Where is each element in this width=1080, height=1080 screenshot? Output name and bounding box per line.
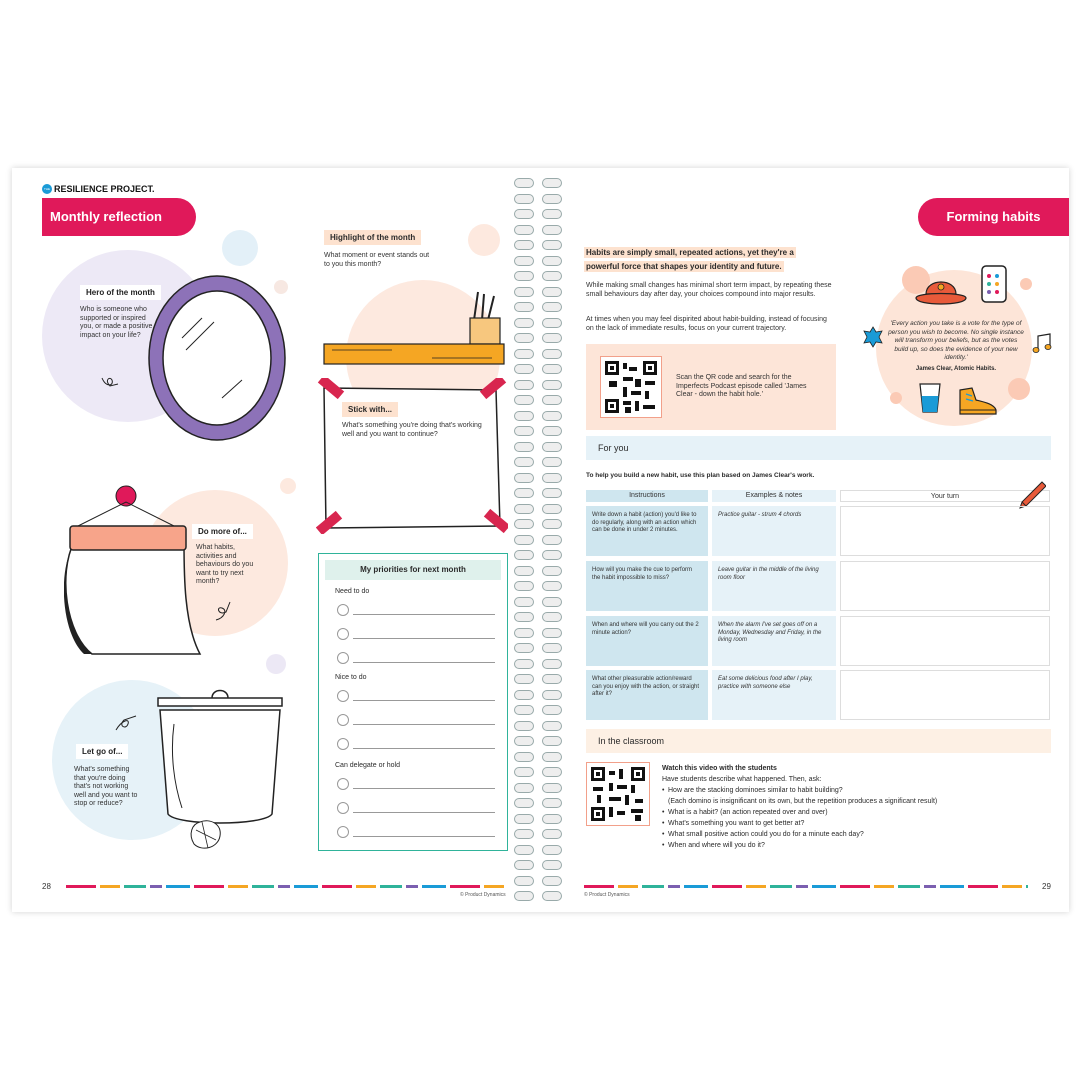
stick-title: Stick with... bbox=[342, 402, 398, 417]
page-number-right: 29 bbox=[1042, 882, 1051, 891]
decor-circle bbox=[266, 654, 286, 674]
bucket-hat-icon bbox=[914, 274, 968, 310]
copyright-left: © Product Dynamics bbox=[460, 892, 506, 898]
copyright-right: © Product Dynamics bbox=[584, 892, 630, 898]
logo-badge: THE bbox=[42, 184, 52, 194]
intro-bold bbox=[584, 246, 800, 274]
ask-text: Have students describe what happened. Then, ask: bbox=[662, 776, 822, 783]
table-cell-your-turn[interactable] bbox=[840, 670, 1050, 720]
spiral-coil bbox=[514, 876, 562, 884]
table-cell-example: Practice guitar - strum 4 chords bbox=[712, 506, 836, 556]
star-face-icon bbox=[862, 326, 884, 348]
priority-item[interactable] bbox=[337, 652, 497, 664]
priorities-section-nice: Nice to do bbox=[335, 674, 367, 681]
priority-item[interactable] bbox=[337, 738, 497, 750]
spiral-coil bbox=[514, 860, 562, 868]
spiral-coil bbox=[514, 845, 562, 853]
spiral-coil bbox=[514, 225, 562, 233]
table-cell-your-turn[interactable] bbox=[840, 616, 1050, 666]
spiral-coil bbox=[514, 209, 562, 217]
spiral-coil bbox=[514, 752, 562, 760]
table-header-instructions: Instructions bbox=[586, 490, 708, 502]
qr-code-icon bbox=[605, 361, 657, 413]
qr-code-podcast[interactable] bbox=[600, 356, 662, 418]
priorities-section-need: Need to do bbox=[335, 588, 370, 595]
spiral-coil bbox=[514, 442, 562, 450]
decor-circle bbox=[280, 478, 296, 494]
qr-panel-text: Scan the QR code and search for the Imperfects Podcast episode called 'James Clear - down the habit hole.' bbox=[676, 374, 807, 398]
page-number-left: 28 bbox=[42, 882, 51, 891]
intro-bold-line-1: Habits are simply small, repeated actions, yet they're a bbox=[586, 248, 794, 257]
highlight-title: Highlight of the month bbox=[324, 230, 421, 245]
swirl-arrow-icon bbox=[212, 600, 234, 622]
swirl-arrow-icon bbox=[100, 374, 122, 388]
domore-text: What habits, activities and behaviours do you want to try next month? bbox=[196, 544, 254, 585]
spiral-coil bbox=[514, 271, 562, 279]
spiral-coil bbox=[514, 566, 562, 574]
intro-paragraph-2: At times when you may feel dispirited about habit-building, instead of focusing on the lack of immediate results, focus on your current trajectory. bbox=[586, 316, 827, 332]
spiral-coil bbox=[514, 705, 562, 713]
quote-author: James Clear, Atomic Habits. bbox=[915, 366, 997, 372]
spiral-coil bbox=[514, 659, 562, 667]
water-glass-icon bbox=[918, 382, 942, 414]
priority-item[interactable] bbox=[337, 778, 497, 790]
decor-circle bbox=[468, 224, 500, 256]
priority-item[interactable] bbox=[337, 690, 497, 702]
watch-video-text: Watch this video with the students bbox=[662, 765, 777, 772]
priorities-section-delegate: Can delegate or hold bbox=[335, 762, 400, 769]
spiral-coil bbox=[514, 643, 562, 651]
spiral-coil bbox=[514, 488, 562, 496]
spiral-coil bbox=[514, 411, 562, 419]
spiral-coil bbox=[514, 581, 562, 589]
spiral-coil bbox=[514, 473, 562, 481]
sneaker-icon bbox=[956, 386, 1000, 418]
intro-bold-line-2: powerful force that shapes your identity and future. bbox=[586, 262, 782, 271]
tab-monthly-reflection: Monthly reflection bbox=[42, 198, 196, 236]
swirl-arrow-icon bbox=[114, 714, 138, 732]
footer-dashes bbox=[66, 885, 506, 888]
letgo-text: What's something that you're doing that's not working well and you want to stop or reduce? bbox=[74, 766, 138, 807]
spiral-coil bbox=[514, 721, 562, 729]
priority-item[interactable] bbox=[337, 628, 497, 640]
spiral-coil bbox=[514, 814, 562, 822]
table-cell-instruction: What other pleasurable action/reward can you enjoy with the action, or straight after it? bbox=[586, 670, 708, 720]
spiral-coil bbox=[514, 891, 562, 899]
spiral-coil bbox=[514, 287, 562, 295]
right-page bbox=[546, 168, 1069, 912]
classroom-question: • What is a habit? (an action repeated over and over) bbox=[662, 807, 1042, 818]
shelf-icon bbox=[322, 290, 506, 370]
bin-icon bbox=[152, 684, 288, 854]
phone-icon bbox=[980, 264, 1010, 306]
classroom-questions bbox=[662, 785, 1042, 851]
table-cell-your-turn[interactable] bbox=[840, 561, 1050, 611]
highlight-text: What moment or event stands out to you this month? bbox=[324, 252, 430, 268]
table-cell-instruction: Write down a habit (action) you'd like to do regularly, along with an action which can be done in under 2 minutes. bbox=[586, 506, 708, 556]
decor-circle bbox=[222, 230, 258, 266]
music-note-icon bbox=[1032, 332, 1052, 354]
decor-circle bbox=[1008, 378, 1030, 400]
intro-paragraph-1: While making small changes has minimal short term impact, by repeating these small behaviours day after day, your choices compound into major results. bbox=[586, 282, 832, 298]
table-header-examples: Examples & notes bbox=[712, 490, 836, 502]
table-cell-your-turn[interactable] bbox=[840, 506, 1050, 556]
spiral-coil bbox=[514, 240, 562, 248]
spiral-coil bbox=[514, 535, 562, 543]
spiral-coil bbox=[514, 457, 562, 465]
classroom-question bbox=[662, 785, 1042, 807]
spiral-coil bbox=[514, 798, 562, 806]
spiral-coil bbox=[514, 333, 562, 341]
priority-item[interactable] bbox=[337, 714, 497, 726]
priority-item[interactable] bbox=[337, 826, 497, 838]
plan-intro: To help you build a new habit, use this plan based on James Clear's work. bbox=[586, 472, 815, 479]
spiral-coil bbox=[514, 395, 562, 403]
spiral-coil bbox=[514, 550, 562, 558]
spiral-coil bbox=[514, 674, 562, 682]
hero-title: Hero of the month bbox=[80, 285, 161, 300]
quote-text: 'Every action you take is a vote for the type of person you wish to become. No single instance will transform your beliefs, but as the votes build up, so does the evidence of your new identity.' bbox=[888, 320, 1024, 361]
spiral-coil bbox=[514, 256, 562, 264]
spiral-coil bbox=[514, 302, 562, 310]
letgo-title: Let go of... bbox=[76, 744, 128, 759]
decor-circle bbox=[1020, 278, 1032, 290]
qr-code-icon bbox=[591, 767, 645, 821]
spiral-coil bbox=[514, 349, 562, 357]
priorities-box bbox=[318, 553, 508, 851]
spiral-coil bbox=[514, 504, 562, 512]
table-cell-example: When the alarm I've set goes off on a Monday, Wednesday and Friday, in the living room bbox=[712, 616, 836, 666]
classroom-question: • When and where will you do it? bbox=[662, 840, 1042, 851]
priorities-title: My priorities for next month bbox=[325, 560, 501, 580]
spiral-coil bbox=[514, 736, 562, 744]
decor-circle bbox=[890, 392, 902, 404]
table-cell-instruction: When and where will you carry out the 2 minute action? bbox=[586, 616, 708, 666]
spiral-coil bbox=[514, 829, 562, 837]
footer-dashes bbox=[584, 885, 1028, 888]
spiral-coil bbox=[514, 628, 562, 636]
for-you-header: For you bbox=[586, 436, 1051, 460]
spiral-coil bbox=[514, 380, 562, 388]
spiral-coil bbox=[514, 690, 562, 698]
spiral-coil bbox=[514, 767, 562, 775]
spiral-coil bbox=[514, 426, 562, 434]
classroom-question: • What's something you want to get better at? bbox=[662, 818, 1042, 829]
logo-text: RESILIENCE PROJECT. bbox=[54, 184, 155, 194]
left-page bbox=[12, 168, 534, 912]
spiral-coil bbox=[514, 783, 562, 791]
classroom-question-text: How are the stacking dominoes similar to habit building? bbox=[668, 787, 843, 794]
spiral-binding bbox=[508, 178, 568, 908]
spiral-coil bbox=[514, 194, 562, 202]
classroom-header: In the classroom bbox=[586, 729, 1051, 753]
priority-item[interactable] bbox=[337, 604, 497, 616]
mirror-icon bbox=[142, 268, 292, 448]
qr-code-video[interactable] bbox=[586, 762, 650, 826]
spiral-coil bbox=[514, 364, 562, 372]
spiral-coil bbox=[514, 597, 562, 605]
jar-icon bbox=[64, 484, 204, 664]
spiral-coil bbox=[514, 519, 562, 527]
spiral-coil bbox=[514, 178, 562, 186]
table-cell-instruction: How will you make the cue to perform the habit impossible to miss? bbox=[586, 561, 708, 611]
tab-forming-habits: Forming habits bbox=[918, 198, 1069, 236]
priority-item[interactable] bbox=[337, 802, 497, 814]
table-cell-example: Leave guitar in the middle of the living room floor bbox=[712, 561, 836, 611]
table-cell-example: Eat some delicious food after I play, practice with someone else bbox=[712, 670, 836, 720]
hero-text: Who is someone who supported or inspired you, or made a positive impact on your life? bbox=[80, 306, 153, 339]
table-header-your-turn: Your turn bbox=[840, 490, 1050, 502]
spiral-coil bbox=[514, 318, 562, 326]
classroom-question-note: (Each domino is insignificant on its own, but the repetition produces a significant result) bbox=[668, 798, 938, 805]
spiral-coil bbox=[514, 612, 562, 620]
classroom-question: • What small positive action could you do for a minute each day? bbox=[662, 829, 1042, 840]
domore-title: Do more of... bbox=[192, 524, 253, 539]
stick-text: What's something you're doing that's working well and you want to continue? bbox=[342, 422, 482, 438]
